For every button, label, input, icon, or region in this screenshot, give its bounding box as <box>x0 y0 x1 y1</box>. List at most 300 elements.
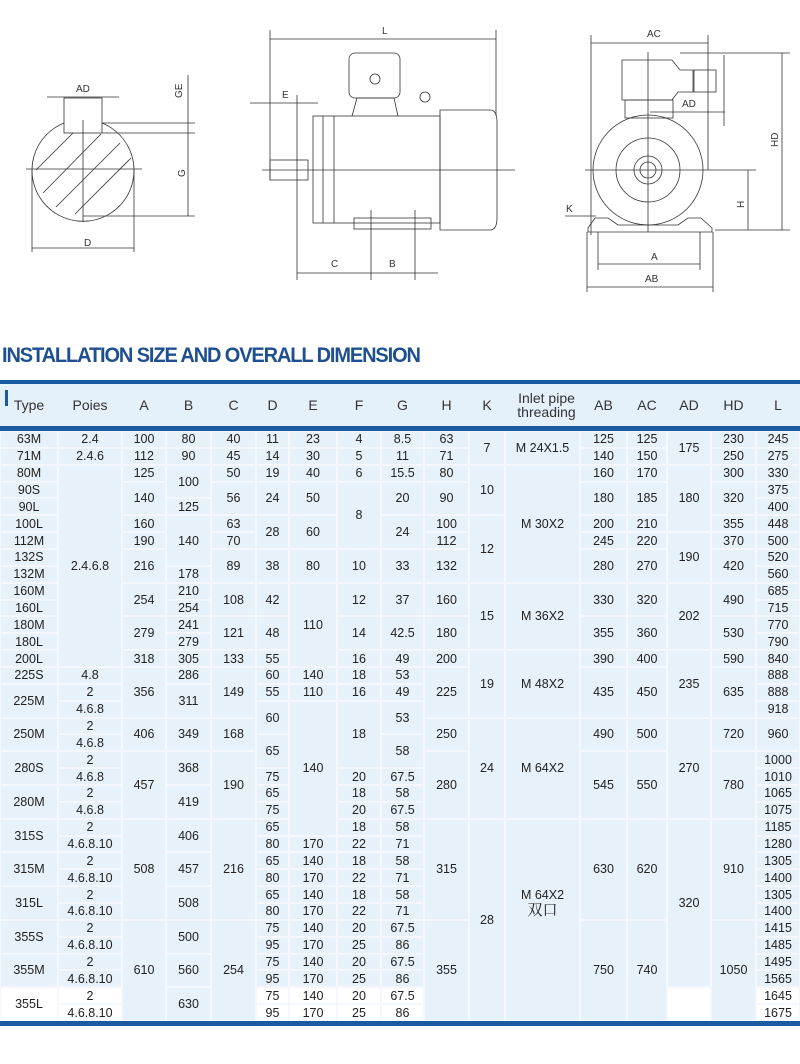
cell-value: 250 <box>723 449 744 464</box>
cell-value: 1400 <box>764 870 792 885</box>
table-cell-type <box>0 465 58 482</box>
table-cell-l <box>756 1004 800 1021</box>
table-cell-l <box>756 785 800 802</box>
column-header-l: L <box>774 397 782 413</box>
cell-value: 355 <box>723 516 744 531</box>
table-cell-b <box>166 616 211 633</box>
table-cell-g <box>381 482 424 516</box>
table-cell-ab <box>580 819 627 920</box>
table-cell-poles <box>58 903 122 920</box>
cell-value: 58 <box>395 786 410 801</box>
svg-text:H: H <box>736 200 747 208</box>
table-cell-type <box>0 633 58 650</box>
table-cell-a <box>122 751 166 818</box>
cell-value: 355 <box>436 963 457 978</box>
table-cell-f <box>337 701 381 768</box>
cell-value: 1565 <box>764 971 792 986</box>
cell-value: 355 <box>593 626 614 641</box>
cell-value: 225S <box>14 668 44 683</box>
table-cell-f <box>337 785 381 802</box>
table-cell-d <box>256 515 289 549</box>
cell-value: 220 <box>636 533 658 548</box>
table-cell-type <box>0 650 58 667</box>
table-cell-hd <box>711 667 756 718</box>
table-cell-d <box>256 920 289 937</box>
cell-value: 175 <box>678 440 700 455</box>
cell-value: 63 <box>439 432 454 447</box>
cell-value: 190 <box>678 550 700 565</box>
table-cell-h <box>424 549 469 583</box>
cell-value: 53 <box>395 710 410 725</box>
table-cell-poles <box>58 802 122 819</box>
cell-value: 89 <box>226 558 241 573</box>
cell-value: 8.5 <box>393 432 412 447</box>
table-cell-ac <box>627 751 667 818</box>
table-cell-ac <box>627 650 667 667</box>
cell-value: 1645 <box>764 988 792 1003</box>
table-cell-c <box>211 667 256 718</box>
table-cell-d <box>256 785 289 802</box>
table-cell-hd <box>711 819 756 920</box>
cell-value: 16 <box>352 651 366 666</box>
svg-text:K: K <box>566 204 573 215</box>
table-cell-c <box>211 819 256 920</box>
cell-value: 888 <box>767 668 789 683</box>
cell-value: 300 <box>723 466 744 481</box>
table-cell-type <box>0 482 58 499</box>
cell-value: 1000 <box>764 752 792 767</box>
table-cell-d <box>256 802 289 819</box>
table-cell-d <box>256 954 289 971</box>
cell-value: 75 <box>265 769 280 784</box>
column-header-g: G <box>397 397 408 413</box>
cell-value: 5 <box>355 449 363 464</box>
cell-value: 490 <box>723 592 744 607</box>
table-cell-e <box>289 836 337 853</box>
cell-value: 180M <box>13 617 45 632</box>
cell-value: 4.6.8.10 <box>67 1005 113 1020</box>
cell-value: 356 <box>133 685 155 700</box>
table-cell-poles <box>58 684 122 701</box>
cell-value: 12 <box>480 541 494 556</box>
table-cell-ad <box>667 987 711 1021</box>
column-header-poles: Poies <box>72 397 108 413</box>
table-cell-h <box>424 482 469 516</box>
cell-value: 355L <box>15 997 43 1012</box>
cell-value: 330 <box>767 466 789 481</box>
table-cell-e <box>289 1004 337 1021</box>
header-accent-mark <box>5 390 8 406</box>
table-cell-e <box>289 667 337 684</box>
cell-value: 90 <box>181 449 196 464</box>
table-cell-ad <box>667 718 711 819</box>
column-header-a: A <box>139 397 149 413</box>
cell-value: 112M <box>13 533 45 548</box>
cell-value: 4.6.8.10 <box>67 870 113 885</box>
table-cell-d <box>256 886 289 903</box>
table-cell-e <box>289 583 337 667</box>
table-cell-g <box>381 954 424 971</box>
cell-value: 125 <box>133 466 155 481</box>
table-cell-d <box>256 583 289 617</box>
cell-value: 280 <box>593 558 614 573</box>
cell-value: 200 <box>436 651 457 666</box>
table-cell-b <box>166 431 211 448</box>
table-cell-poles <box>58 886 122 903</box>
cell-value: 320 <box>678 895 700 910</box>
cell-value: 170 <box>302 836 324 851</box>
table-cell-type <box>0 532 58 549</box>
cell-value: 8 <box>355 508 363 523</box>
cell-value: 60 <box>306 525 320 540</box>
cell-value: 71 <box>395 904 410 919</box>
cell-value: 168 <box>223 727 244 742</box>
table-cell-e <box>289 448 337 465</box>
table-cell-ab <box>580 583 627 617</box>
cell-value: M 30X2 <box>520 516 565 531</box>
table-cell-l <box>756 465 800 482</box>
column-header-ad: AD <box>679 397 699 413</box>
table-cell-l <box>756 852 800 869</box>
cell-value: 23 <box>306 432 320 447</box>
cell-value: 180 <box>593 491 614 506</box>
cell-value: 180L <box>15 634 43 649</box>
cell-value: 245 <box>593 533 614 548</box>
cell-value: 560 <box>178 963 199 978</box>
table-cell-ad <box>667 465 711 532</box>
table-cell-g <box>381 549 424 583</box>
table-cell-g <box>381 465 424 482</box>
table-cell-b <box>166 987 211 1021</box>
table-cell-f <box>337 448 381 465</box>
table-cell-l <box>756 566 800 583</box>
column-header-b: B <box>183 397 194 413</box>
table-cell-inlet <box>505 650 580 717</box>
cell-value: 225M <box>13 693 45 708</box>
cell-value: 241 <box>178 617 199 632</box>
table-cell-ac <box>627 431 667 448</box>
cell-value: 140 <box>178 533 199 548</box>
cell-value: 58 <box>395 853 410 868</box>
svg-text:HD: HD <box>770 132 781 147</box>
table-cell-f <box>337 583 381 617</box>
table-cell-type <box>0 987 58 1021</box>
cell-value: 95 <box>265 1005 280 1020</box>
table-cell-d <box>256 970 289 987</box>
section-title: INSTALLATION SIZE AND OVERALL DIMENSION <box>2 343 420 367</box>
cell-value: 720 <box>723 727 744 742</box>
table-cell-poles <box>58 751 122 768</box>
table-cell-f <box>337 616 381 650</box>
table-cell-f <box>337 903 381 920</box>
shaft-section-drawing <box>26 75 195 252</box>
table-cell-f <box>337 869 381 886</box>
cell-value: 11 <box>266 432 279 447</box>
table-cell-b <box>166 515 211 566</box>
cell-value: 90L <box>18 499 40 514</box>
cell-value: 112 <box>436 533 457 548</box>
cell-value: 20 <box>352 954 366 969</box>
cell-value: 65 <box>265 887 280 902</box>
cell-value: 448 <box>767 516 789 531</box>
table-cell-l <box>756 448 800 465</box>
table-cell-e <box>289 937 337 954</box>
cell-value: 132 <box>436 558 457 573</box>
cell-value: 20 <box>352 803 366 818</box>
table-cell-e <box>289 852 337 869</box>
table-cell-f <box>337 431 381 448</box>
cell-value: 2.4.6 <box>76 449 104 464</box>
cell-value: 254 <box>133 592 155 607</box>
cell-value: 110 <box>303 617 323 632</box>
cell-value: 355M <box>13 963 45 978</box>
table-cell-inlet <box>505 583 580 650</box>
table-cell-type <box>0 785 58 819</box>
cell-value: 368 <box>178 761 199 776</box>
cell-value: 140 <box>302 921 324 936</box>
svg-text:C: C <box>331 259 339 270</box>
cell-value: 685 <box>767 584 789 599</box>
cell-value: 149 <box>223 685 244 700</box>
cell-value: 185 <box>636 491 658 506</box>
cell-value: 320 <box>723 491 744 506</box>
cell-value: 279 <box>178 634 199 649</box>
cell-value: 715 <box>767 600 789 615</box>
cell-value: 53 <box>395 668 410 683</box>
cell-value: 360 <box>636 626 658 641</box>
cell-value: 320 <box>636 592 658 607</box>
cell-value-secondary: 双口 <box>527 902 558 920</box>
table-cell-b <box>166 498 211 515</box>
table-cell-l <box>756 431 800 448</box>
table-cell-e <box>289 549 337 583</box>
cell-value: 170 <box>302 971 324 986</box>
table-cell-b <box>166 448 211 465</box>
cell-value: 230 <box>723 432 744 447</box>
cell-value: 24 <box>395 525 410 540</box>
table-cell-d <box>256 431 289 448</box>
cell-value: 2 <box>86 718 94 733</box>
cell-value: 10 <box>352 558 366 573</box>
cell-value: 16 <box>352 685 366 700</box>
table-cell-h <box>424 583 469 617</box>
cell-value: 108 <box>223 592 244 607</box>
cell-value: 90S <box>17 482 41 497</box>
cell-value: 140 <box>302 954 324 969</box>
cell-value: 918 <box>767 702 789 717</box>
dimension-table <box>0 431 800 1021</box>
cell-value: 780 <box>723 777 744 792</box>
cell-value: 90 <box>439 491 454 506</box>
table-cell-e <box>289 684 337 701</box>
table-cell-type <box>0 600 58 617</box>
table-cell-l <box>756 920 800 937</box>
cell-value: 2 <box>86 685 94 700</box>
table-cell-c <box>211 549 256 583</box>
table-cell-g <box>381 684 424 701</box>
table-cell-ac <box>627 465 667 482</box>
cell-value: 49 <box>395 651 410 666</box>
cell-value: 1415 <box>764 921 792 936</box>
cell-value: 75 <box>265 954 280 969</box>
cell-value: 530 <box>723 626 744 641</box>
cell-value: 355S <box>14 929 44 944</box>
table-cell-poles <box>58 970 122 987</box>
cell-value: 67.5 <box>390 803 415 818</box>
cell-value: 40 <box>226 432 241 447</box>
table-cell-a <box>122 465 166 482</box>
table-cell-a <box>122 920 166 1021</box>
table-cell-ab <box>580 718 627 752</box>
table-cell-a <box>122 819 166 920</box>
cell-value: 1010 <box>764 769 792 784</box>
cell-value: 63M <box>16 432 42 447</box>
cell-value: 279 <box>133 626 155 641</box>
table-cell-e <box>289 954 337 971</box>
cell-value: 19 <box>265 466 280 481</box>
cell-value: 406 <box>178 828 199 843</box>
svg-text:AB: AB <box>645 274 659 285</box>
table-cell-g <box>381 987 424 1004</box>
column-header-h: H <box>441 397 452 413</box>
dimension-drawings <box>0 0 800 310</box>
table-cell-f <box>337 920 381 937</box>
table-cell-ab <box>580 465 627 482</box>
table-cell-hd <box>711 515 756 532</box>
table-cell-a <box>122 482 166 516</box>
cell-value: 125 <box>593 432 614 447</box>
table-cell-g <box>381 616 424 650</box>
cell-value: 419 <box>178 794 199 809</box>
table-cell-ab <box>580 667 627 718</box>
table-cell-poles <box>58 701 122 718</box>
cell-value: 170 <box>302 870 324 885</box>
cell-value: 65 <box>265 820 280 835</box>
column-header-hd: HD <box>723 397 744 413</box>
table-cell-a <box>122 549 166 583</box>
cell-value: 67.5 <box>390 954 415 969</box>
table-cell-l <box>756 616 800 633</box>
cell-value: 4.6.8 <box>76 735 104 750</box>
table-cell-ab <box>580 448 627 465</box>
cell-value: 18 <box>352 668 366 683</box>
table-cell-d <box>256 448 289 465</box>
table-cell-e <box>289 970 337 987</box>
cell-value: 160 <box>436 592 457 607</box>
cell-value: 95 <box>265 971 280 986</box>
table-cell-d <box>256 684 289 701</box>
cell-value: 4.6.8 <box>76 702 104 717</box>
table-cell-g <box>381 920 424 937</box>
table-cell-g <box>381 1004 424 1021</box>
cell-value: 406 <box>133 727 155 742</box>
cell-value: 315M <box>13 862 45 877</box>
cell-value: 400 <box>767 499 789 514</box>
cell-value: 75 <box>265 988 280 1003</box>
table-cell-ab <box>580 431 627 448</box>
table-cell-e <box>289 701 337 836</box>
table-cell-f <box>337 802 381 819</box>
cell-value: 520 <box>767 550 789 565</box>
table-cell-c <box>211 515 256 532</box>
cell-value: 4.6.8.10 <box>67 904 113 919</box>
cell-value: 15 <box>480 609 494 624</box>
table-cell-c <box>211 751 256 818</box>
table-cell-l <box>756 600 800 617</box>
cell-value: 60 <box>265 668 280 683</box>
table-cell-k <box>469 583 505 650</box>
cell-value: 254 <box>223 963 244 978</box>
table-cell-f <box>337 768 381 785</box>
table-cell-k <box>469 431 505 465</box>
table-cell-b <box>166 852 211 886</box>
table-cell-inlet <box>505 431 580 465</box>
table-cell-ac <box>627 482 667 516</box>
cell-value: 630 <box>178 997 199 1012</box>
side-view-drawing <box>250 26 515 280</box>
table-cell-b <box>166 751 211 785</box>
cell-value: 550 <box>636 777 658 792</box>
table-cell-type <box>0 920 58 954</box>
cell-value: 55 <box>265 685 280 700</box>
table-cell-c <box>211 650 256 667</box>
cell-value: 500 <box>636 727 658 742</box>
table-cell-h <box>424 616 469 650</box>
cell-value: 150 <box>636 449 658 464</box>
table-cell-h <box>424 819 469 920</box>
table-cell-c <box>211 482 256 516</box>
cell-value: 635 <box>723 685 744 700</box>
table-cell-hd <box>711 718 756 752</box>
table-cell-e <box>289 869 337 886</box>
table-cell-b <box>166 633 211 650</box>
cell-value: 20 <box>395 491 410 506</box>
table-cell-b <box>166 954 211 988</box>
cell-value: M 64X2 <box>520 761 565 776</box>
table-cell-d <box>256 903 289 920</box>
table-cell-l <box>756 718 800 752</box>
table-cell-f <box>337 549 381 583</box>
table-cell-ac <box>627 616 667 650</box>
table-cell-type <box>0 498 58 515</box>
svg-text:AC: AC <box>647 29 661 40</box>
svg-text:GE: GE <box>174 83 185 98</box>
table-cell-l <box>756 954 800 971</box>
table-cell-hd <box>711 650 756 667</box>
cell-value: 2.4 <box>81 432 99 447</box>
table-cell-h <box>424 751 469 818</box>
table-cell-d <box>256 836 289 853</box>
table-cell-d <box>256 937 289 954</box>
cell-value: 125 <box>178 499 199 514</box>
table-cell-b <box>166 886 211 920</box>
table-cell-g <box>381 903 424 920</box>
table-cell-type <box>0 515 58 532</box>
cell-value: 71 <box>395 836 410 851</box>
table-cell-h <box>424 718 469 752</box>
table-cell-a <box>122 431 166 448</box>
cell-value: 508 <box>178 895 199 910</box>
table-cell-f <box>337 684 381 701</box>
table-cell-poles <box>58 869 122 886</box>
table-cell-f <box>337 886 381 903</box>
table-cell-l <box>756 684 800 701</box>
cell-value: 280 <box>436 777 457 792</box>
svg-text:L: L <box>382 26 388 37</box>
table-cell-d <box>256 852 289 869</box>
table-cell-l <box>756 633 800 650</box>
cell-value: 20 <box>352 988 366 1003</box>
